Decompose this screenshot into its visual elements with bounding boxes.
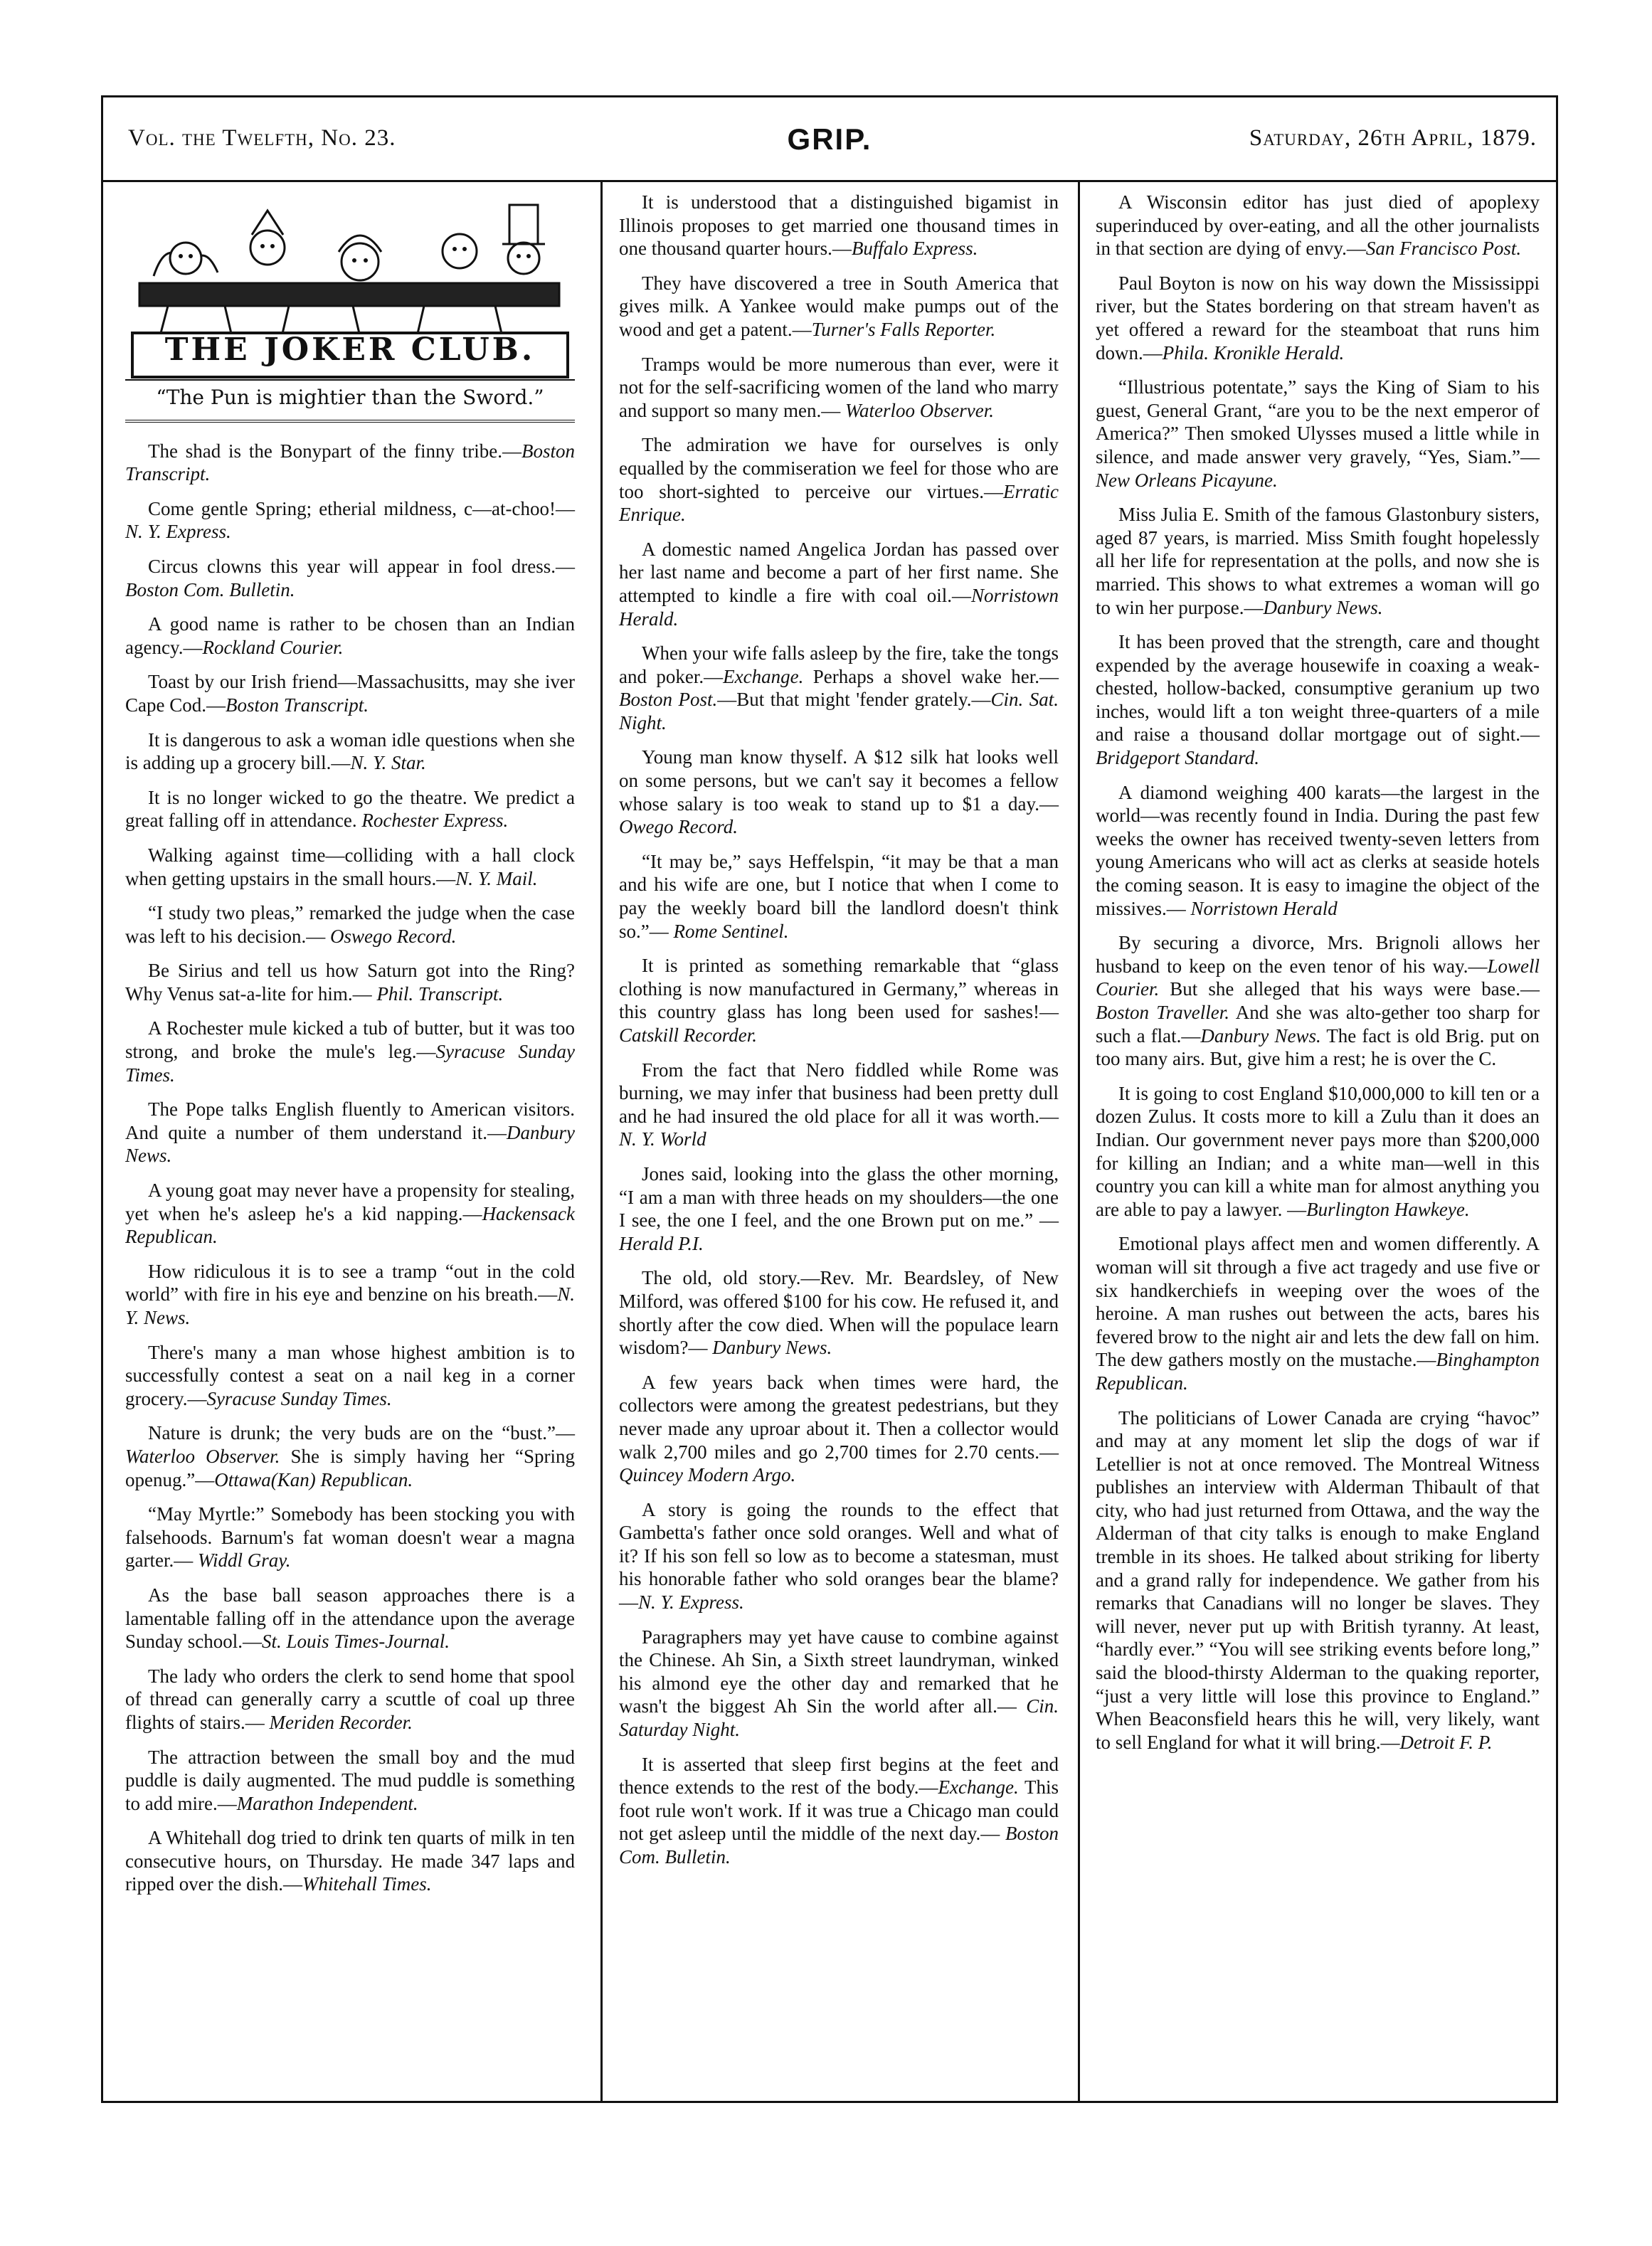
paragraph [125, 555, 575, 601]
source-citation: Norristown Herald [1190, 897, 1338, 919]
paragraph [125, 786, 575, 832]
source-citation: N. Y. Star. [350, 752, 426, 774]
source-citation: Waterloo Observer. [844, 399, 994, 421]
paragraph-text: Tramps would be more numerous than ever, were it not for the self-sacrificing women of the land who marry and support so many men.— [619, 353, 1059, 421]
paragraph [619, 642, 1059, 734]
source-citation: N. Y. Express. [125, 521, 231, 543]
paragraph [125, 959, 575, 1005]
club-title: THE JOKER CLUB. [164, 332, 536, 368]
joker-club-masthead [125, 191, 575, 379]
paragraph-text: The Pope talks English fluently to American visitors. And quite a number of them understand it.— [125, 1098, 575, 1143]
paragraph [125, 1826, 575, 1896]
paragraph-text: —But that might 'fender grately.— [717, 689, 991, 711]
paragraph-text: Toast by our Irish friend—Massachusitts, may she iver Cape Cod.— [125, 671, 575, 716]
source-citation: Cin. Saturday Night. [619, 1695, 1059, 1741]
source-citation: Boston Transcript. [226, 694, 369, 716]
paragraph [125, 1179, 575, 1249]
paragraph [1096, 1407, 1540, 1754]
source-citation: Oswego Record. [329, 925, 457, 947]
paragraph-text: A few years back when times were hard, the collectors were among the greatest pedestrians, but they never made any uproar about it. Then a collector would walk 2,700 miles and go 2,700 times for 2.70 cents.— [619, 1371, 1059, 1463]
paragraph [619, 353, 1059, 423]
paragraph [125, 613, 575, 659]
paragraph [619, 433, 1059, 526]
col1-items [125, 440, 575, 1896]
paragraph-text: This foot rule won't work. If it was true a Chicago man could not get asleep until the middle of the next day.— [619, 1776, 1059, 1845]
paragraph-text: A Rochester mule kicked a tub of butter, but it was too strong, and broke the mule's leg.— [125, 1017, 575, 1063]
paragraph [1096, 1082, 1540, 1222]
source-citation: Norristown Herald. [619, 584, 1059, 630]
paragraph [125, 670, 575, 716]
paragraph [619, 1626, 1059, 1742]
paragraph-text: When your wife falls asleep by the fire, take the tongs and poker.— [619, 642, 1059, 687]
paragraph-text: There's many a man whose highest ambition is to successfully contest a seat on a nail keg in a corner grocery.— [125, 1341, 575, 1409]
source-citation: Burlington Hawkeye. [1306, 1198, 1470, 1220]
source-citation: Rochester Express. [361, 810, 509, 832]
paragraph [1096, 376, 1540, 492]
source-citation: Owego Record. [619, 816, 738, 838]
paragraph-text: Emotional plays affect men and women differently. A woman will sit through a five act tragedy and use five or six handkerchiefs in weeping over the woes of the heroine. A man rushes out between the acts, bares his fevered brow to the night air and lets the dew fall on him. The dew gathers mostly on the mustache.— [1096, 1233, 1540, 1371]
paragraph-text: Paul Boyton is now on his way down the Mississippi river, but the States bordering on that stream haven't as yet offered a reward for the steamboat that runs him down.— [1096, 272, 1540, 364]
paragraph-text: Nature is drunk; the very buds are on the “bust.”— [148, 1422, 575, 1444]
paragraph [125, 1503, 575, 1572]
paragraph [619, 272, 1059, 341]
source-citation: Buffalo Express. [851, 238, 978, 260]
source-citation: Erratic Enrique. [619, 480, 1059, 526]
paragraph-text: It is no longer wicked to go the theatre. We predict a great falling off in attendance. [125, 786, 575, 832]
paragraph [125, 1098, 575, 1167]
paragraph [619, 191, 1059, 260]
source-citation: Boston Com. Bulletin. [125, 578, 295, 600]
column-1 [125, 191, 575, 1907]
volume-number: Vol. the Twelfth, No. 23. [128, 125, 396, 151]
paragraph-text: A Whitehall dog tried to drink ten quarts of milk in ten consecutive hours, on Thursday. He made 347 laps and ripped over the dish.— [125, 1827, 575, 1895]
paragraph [619, 1753, 1059, 1869]
paragraph-text: By securing a divorce, Mrs. Brignoli allows her husband to keep on the even tenor of his way.— [1096, 932, 1540, 977]
paragraph-text: It is printed as something remarkable that “glass clothing is now manufactured in Germany,” whereas in this country glass has long been used for sashes!— [619, 955, 1059, 1023]
source-citation: Widdl Gray. [197, 1550, 291, 1572]
source-citation: Lowell Courier. [1096, 955, 1540, 1000]
source-citation: Boston Com. Bulletin. [619, 1823, 1059, 1868]
paragraph-text: A good name is rather to be chosen than an Indian agency.— [125, 613, 575, 658]
paragraph-text: A domestic named Angelica Jordan has passed over her last name and become a part of her first name. She attempted to kindle a fire with coal oil.— [619, 538, 1059, 606]
issue-date: Saturday, 26th April, 1879. [1249, 125, 1537, 151]
source-citation: Cin. Sat. Night. [619, 689, 1059, 733]
source-citation: Ottawa(Kan) Republican. [214, 1468, 413, 1490]
source-citation: N. Y. Express. [638, 1591, 744, 1614]
paragraph-text: “Illustrious potentate,” says the King of Siam to his guest, General Grant, “are you to be the next emperor of America?” Then smoked Ulysses mused a little while in silence, and made answer very gravely, “Yes, Siam.”— [1096, 376, 1540, 467]
paragraph-text: From the fact that Nero fiddled while Rome was burning, we may infer that business had been pretty dull and he had insured the old place for all it was worth.— [619, 1059, 1059, 1127]
paragraph [125, 1665, 575, 1734]
paragraph [125, 844, 575, 890]
paragraph [125, 729, 575, 775]
source-citation: Exchange. [938, 1776, 1019, 1799]
paragraph [619, 1266, 1059, 1359]
paragraph-text: They have discovered a tree in South America that gives milk. A Yankee would make pumps out of the wood and get a patent.— [619, 272, 1059, 340]
source-citation: Meriden Recorder. [269, 1711, 413, 1733]
source-citation: Syracuse Sunday Times. [125, 1041, 575, 1086]
paragraph-text: Young man know thyself. A $12 silk hat looks well on some persons, but we can't say it becomes a fellow whose salary is too weak to stand up to $1 a day.— [619, 746, 1059, 815]
paragraph-text: Be Sirius and tell us how Saturn got into the Ring? Why Venus sat-a-lite for him.— [125, 960, 575, 1005]
paragraph [125, 1746, 575, 1816]
paragraph-text: Walking against time—colliding with a hall clock when getting upstairs in the small hours.— [125, 844, 575, 889]
source-citation: Herald P.I. [619, 1232, 704, 1254]
paragraph [125, 497, 575, 544]
paragraph [125, 1584, 575, 1653]
paragraph-text: How ridiculous it is to see a tramp “out in the cold world” with fire in his eye and benzine on his breath.— [125, 1260, 575, 1305]
paragraph-text: A young goat may never have a propensity for stealing, yet when he's asleep he's a kid napping.— [125, 1180, 575, 1224]
source-citation: New Orleans Picayune. [1096, 469, 1278, 491]
source-citation: Detroit F. P. [1399, 1731, 1493, 1753]
paragraph-text: Paragraphers may yet have cause to combine against the Chinese. Ah Sin, a Sixth street laundryman, winked his almond eye the other day and remarked that he wasn't the biggest Ah Sin the world after all.— [619, 1626, 1059, 1717]
paragraph-text: The attraction between the small boy and the mud puddle is daily augmented. The mud puddle is something to add mire.— [125, 1746, 575, 1814]
source-citation: Danbury News. [125, 1121, 575, 1167]
paragraph-text: A Wisconsin editor has just died of apoplexy superinduced by over-eating, and all the other journalists in that section are dying of envy.— [1096, 191, 1540, 260]
source-citation: Quincey Modern Argo. [619, 1464, 796, 1486]
paragraph-text: Jones said, looking into the glass the other morning, “I am a man with three heads on my shoulders—the one I see, the one I feel, and the one Brown put on me.” — [619, 1162, 1059, 1231]
paragraph-text: “It may be,” says Heffelspin, “it may be that a man and his wife are one, but I notice that when I come to pay the weekly board bill the landlord doesn't think so.”— [619, 850, 1059, 942]
paragraph-text: The admiration we have for ourselves is only equalled by the commiseration we feel for those who are too short-sighted to perceive our virtues.— [619, 434, 1059, 502]
source-citation: Boston Transcript. [125, 440, 575, 485]
col2-items [619, 191, 1059, 1869]
paragraph-text: The politicians of Lower Canada are crying “havoc” and may at any moment let slip the dogs of war if Letellier is not at once removed. The Montreal Witness publishes an interview with Alderman Thibault of that city, who had just returned from Ottawa, and the way the Alderman of that city talks is enough to make England tremble in its shoes. He talked about striking for liberty and a grand rally for independence. We gather from his remarks that Canadians will no longer be slaves. They will never, never put up with British tyranny. At least, “hardly ever.” “You will see striking events before long,” said the blood-thirsty Alderman to the quaking reporter, “just a very little will lose this province to England.” When Beaconsfield hears this he will, very likely, want to sell England for what it will bring.— [1096, 1407, 1540, 1753]
source-citation: Turner's Falls Reporter. [811, 318, 996, 340]
paragraph-text: It is dangerous to ask a woman idle questions when she is adding up a grocery bill.— [125, 729, 575, 774]
paragraph-text: And she was alto-gether too sharp for such a flat.— [1096, 1002, 1540, 1047]
paragraph-text: The lady who orders the clerk to send home that spool of thread can generally carry a scuttle of coal up three flights of stairs.— [125, 1665, 575, 1733]
column-2 [619, 191, 1059, 1880]
paragraph-text: The shad is the Bonypart of the finny tribe.— [148, 440, 521, 462]
paragraph [1096, 272, 1540, 364]
paragraph [125, 1017, 575, 1086]
paragraph-text: It is asserted that sleep first begins at the feet and thence extends to the rest of the body.— [619, 1753, 1059, 1799]
paragraph [1096, 630, 1540, 770]
paragraph-text: Miss Julia E. Smith of the famous Glastonbury sisters, aged 87 years, is married. Miss Smith fought hopelessly all her life for representation at the polls, and now she is married. This shows to what extremes a woman will go to win her purpose.— [1096, 504, 1540, 618]
paragraph [125, 1421, 575, 1491]
paragraph-text: Circus clowns this year will appear in fool dress.— [148, 555, 575, 577]
source-citation: Danbury News. [712, 1337, 832, 1359]
paragraph [619, 1162, 1059, 1255]
paragraph [619, 746, 1059, 838]
paragraph [619, 954, 1059, 1047]
column-divider [1078, 182, 1080, 2103]
source-citation: Whitehall Times. [302, 1873, 432, 1895]
club-motto: “The Pun is mightier than the Sword.” [125, 379, 575, 423]
newspaper-title: GRIP. [787, 122, 872, 156]
source-citation: Rockland Courier. [202, 636, 344, 658]
source-citation: Boston Post. [619, 689, 718, 711]
paragraph [1096, 1232, 1540, 1394]
page-header [101, 95, 1558, 182]
paragraph-text: The old, old story.—Rev. Mr. Beardsley, of New Milford, was offered $100 for his cow. He refused it, and shortly after the cow died. When will the populace learn wisdom?— [619, 1267, 1059, 1359]
paragraph-text: It is understood that a distinguished bigamist in Illinois proposes to get married one thousand times in one thousand quarter hours.— [619, 191, 1059, 260]
paragraph-text: The fact is old Brig. put on too many airs. But, give him a rest; he is over the C. [1096, 1024, 1540, 1070]
paragraph [1096, 931, 1540, 1071]
source-citation: Exchange. [723, 665, 804, 687]
paragraph-text: She is simply having her “Spring openug.”— [125, 1445, 575, 1490]
source-citation: N. Y. World [619, 1128, 706, 1150]
paragraph [619, 1498, 1059, 1614]
paragraph-text: A diamond weighing 400 karats—the largest in the world—was recently found in India. During the past few weeks the owner has received twenty-seven letters from young Americans who will act as clerks at seaside hotels the coming season. It is easy to imagine the object of the missives.— [1096, 781, 1540, 919]
paragraph [125, 1341, 575, 1411]
source-citation: Danbury News. [1263, 596, 1383, 618]
paragraph-text: “I study two pleas,” remarked the judge when the case was left to his decision.— [125, 902, 575, 947]
paragraph-text: A story is going the rounds to the effect that Gambetta's father once sold oranges. Well and what of it? If his son fell so low as to become a statesman, must his honorable father who sold oranges bear the blame? — [619, 1498, 1059, 1614]
source-citation: Phil. Transcript. [376, 982, 504, 1005]
source-citation: Hackensack Republican. [125, 1202, 575, 1248]
paragraph [619, 1371, 1059, 1487]
source-citation: San Francisco Post. [1365, 238, 1522, 260]
paragraph-text: It is going to cost England $10,000,000 to kill ten or a dozen Zulus. It costs more to kill a Zulu than it does an Indian. Our government never pays more than $200,000 for killing an Indian; and a white man—well in this country you can kill a white man for almost anything you are able to pay a lawyer. — [1096, 1082, 1540, 1220]
source-citation: Boston Traveller. [1096, 1002, 1229, 1023]
paragraph [1096, 503, 1540, 619]
paragraph [619, 538, 1059, 630]
paragraph-text: It has been proved that the strength, care and thought expended by the average housewife in coaxing a weak-chested, hollow-backed, consumptive geranium up two inches, would lift a ton weight three-quarters of a mile and raise a thousand dollar mortgage out of sight.— [1096, 631, 1540, 746]
source-citation: Catskill Recorder. [619, 1024, 757, 1046]
paragraph-text: As the base ball season approaches there is a lamentable falling off in the attendance upon the average Sunday school.— [125, 1584, 575, 1653]
paragraph [125, 440, 575, 486]
paragraph-text: Perhaps a shovel wake her.— [803, 665, 1059, 687]
paragraph-text: But she alleged that his ways were base.— [1159, 978, 1540, 1000]
source-citation: St. Louis Times-Journal. [262, 1631, 450, 1653]
paragraph-text: “May Myrtle:” Somebody has been stocking you with falsehoods. Barnum's fat woman doesn't wear a magna garter.— [125, 1503, 575, 1572]
source-citation: Marathon Independent. [236, 1792, 418, 1814]
paragraph-text: Come gentle Spring; etherial mildness, c—at-choo!— [148, 497, 575, 519]
column-divider [600, 182, 603, 2103]
source-citation: Syracuse Sunday Times. [206, 1387, 392, 1409]
source-citation: N. Y. Mail. [455, 867, 538, 889]
col3-items [1096, 191, 1540, 1754]
paragraph [619, 1059, 1059, 1151]
column-3 [1096, 191, 1540, 1765]
source-citation: Phila. Kronikle Herald. [1162, 341, 1345, 364]
paragraph [1096, 191, 1540, 260]
paragraph [1096, 781, 1540, 921]
source-citation: Danbury News. [1200, 1024, 1321, 1047]
paragraph [619, 850, 1059, 943]
source-citation: Waterloo Observer. [125, 1445, 280, 1467]
source-citation: Rome Sentinel. [673, 920, 789, 942]
source-citation: Bridgeport Standard. [1096, 747, 1260, 769]
source-citation: Binghampton Republican. [1096, 1349, 1540, 1394]
paragraph [125, 1260, 575, 1330]
source-citation: N. Y. News. [125, 1283, 575, 1328]
paragraph [125, 901, 575, 948]
